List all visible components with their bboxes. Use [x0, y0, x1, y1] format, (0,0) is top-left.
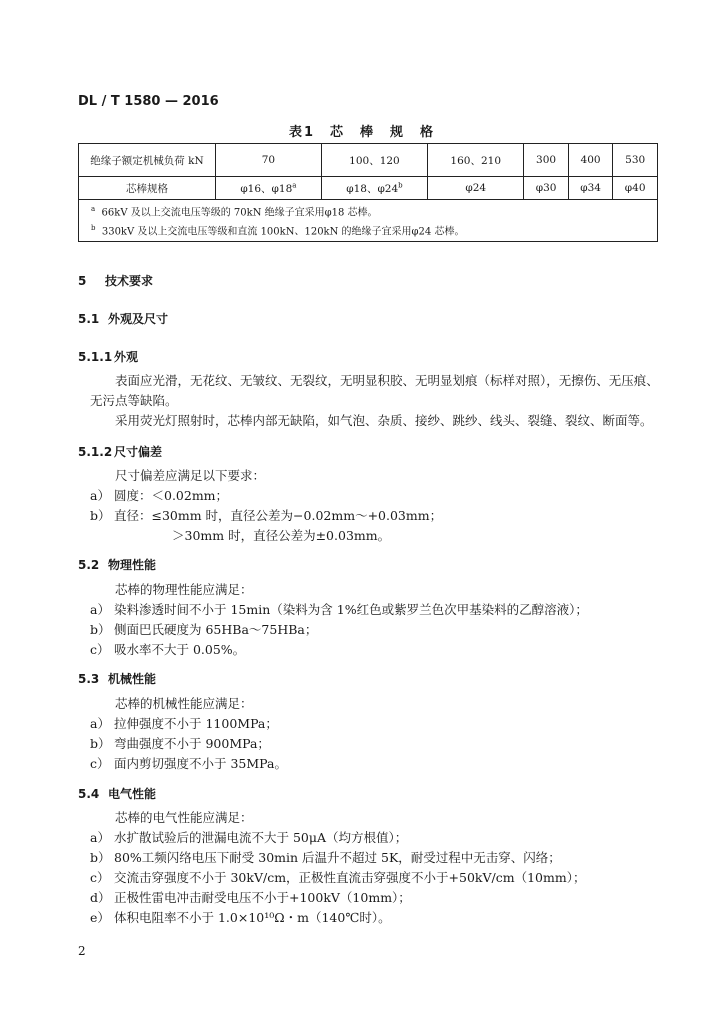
table-cell: 300	[524, 144, 569, 177]
section-heading: 5.3 机械性能	[78, 672, 157, 686]
row-header-rod-spec: 芯棒规格	[79, 177, 216, 200]
list-item: e） 体积电阻率不小于 1.0×10¹⁰Ω・m（140℃时）。	[90, 910, 391, 925]
table-cell: φ24	[428, 177, 524, 200]
footnote: $^a$ 66kV 及以上交流电压等级的 70kN 绝缘子宜采用φ18 芯棒。	[91, 205, 378, 219]
table-cell: φ34	[568, 177, 613, 200]
row-header-rated-load: 绝缘子额定机械负荷 kN	[79, 144, 216, 177]
section-heading: 5.2 物理性能	[78, 558, 157, 572]
paragraph: 表面应光滑，无花纹、无皱纹、无裂纹，无明显积胶、无明显划痕（标样对照），无擦伤、无压痕、无污点等缺陷。	[90, 373, 659, 408]
table-cell: φ16、φ18$^a$	[216, 177, 322, 200]
page-number: 2	[78, 944, 86, 958]
list-item: b） 直径：≤30mm 时，直径公差为−0.02mm～+0.03mm；	[90, 508, 443, 523]
paragraph: 芯棒的电气性能应满足：	[115, 810, 253, 825]
table-cell: 400	[568, 144, 613, 177]
paragraph: 芯棒的物理性能应满足：	[115, 582, 253, 597]
list-item: a） 圆度：＜0.02mm；	[90, 488, 229, 503]
list-item: a） 水扩散试验后的泄漏电流不大于 50μA（均方根值）；	[90, 830, 408, 845]
list-item: c） 面内剪切强度不小于 35MPa。	[90, 756, 287, 771]
list-item: d） 正极性雷电冲击耐受电压不小于+100kV（10mm）；	[90, 890, 411, 905]
paragraph: 尺寸偏差应满足以下要求：	[115, 468, 266, 483]
table-cell: 70	[216, 144, 322, 177]
list-item: a） 拉伸强度不小于 1100MPa；	[90, 716, 278, 731]
core-rod-spec-table	[78, 143, 658, 242]
standard-code-header: DL / T 1580 — 2016	[78, 94, 219, 109]
section-heading: 5.1.1 外观	[78, 350, 139, 364]
list-item: a） 染料渗透时间不小于 15min（染料为含 1%红色或紫罗兰色次甲基染料的乙醇溶液）；	[90, 602, 588, 617]
table-footnotes	[79, 200, 658, 242]
table-footnotes-row	[79, 200, 658, 242]
section-heading: 5.1.2 尺寸偏差	[78, 445, 163, 459]
table-caption: 表1 芯 棒 规 格	[288, 125, 436, 140]
list-item-continuation: ＞30mm 时，直径公差为±0.03mm。	[172, 528, 391, 543]
footnote-ref: b	[398, 181, 403, 189]
footnote-ref: a	[292, 181, 297, 189]
list-item: b） 弯曲强度不小于 900MPa；	[90, 736, 270, 751]
table-cell: φ18、φ24$^b$	[321, 177, 427, 200]
footnote: $^b$ 330kV 及以上交流电压等级和直流 100kN、120kN 的绝缘子宜采用φ24 芯棒。	[91, 223, 465, 237]
table-cell: φ30	[524, 177, 569, 200]
table-cell: 100、120	[321, 144, 427, 177]
list-item: c） 交流击穿强度不小于 30kV/cm，正极性直流击穿强度不小于+50kV/cm（10mm）；	[90, 870, 586, 885]
list-item: b） 80%工频闪络电压下耐受 30min 后温升不超过 5K，耐受过程中无击穿、闪络；	[90, 850, 561, 865]
section-heading: 5 技术要求	[78, 274, 154, 288]
table-cell: 160、210	[428, 144, 524, 177]
table-row	[79, 144, 658, 177]
paragraph: 芯棒的机械性能应满足：	[115, 696, 253, 711]
table-cell: φ40	[613, 177, 658, 200]
table-row	[79, 177, 658, 200]
paragraph: 采用荧光灯照射时，芯棒内部无缺陷，如气泡、杂质、接纱、跳纱、线头、裂缝、裂纹、断面等。	[115, 413, 653, 428]
section-heading: 5.1 外观及尺寸	[78, 312, 169, 326]
list-item: b） 侧面巴氏硬度为 65HBa～75HBa；	[90, 622, 318, 637]
section-heading: 5.4 电气性能	[78, 787, 157, 801]
list-item: c） 吸水率不大于 0.05%。	[90, 642, 246, 657]
table-cell: 530	[613, 144, 658, 177]
